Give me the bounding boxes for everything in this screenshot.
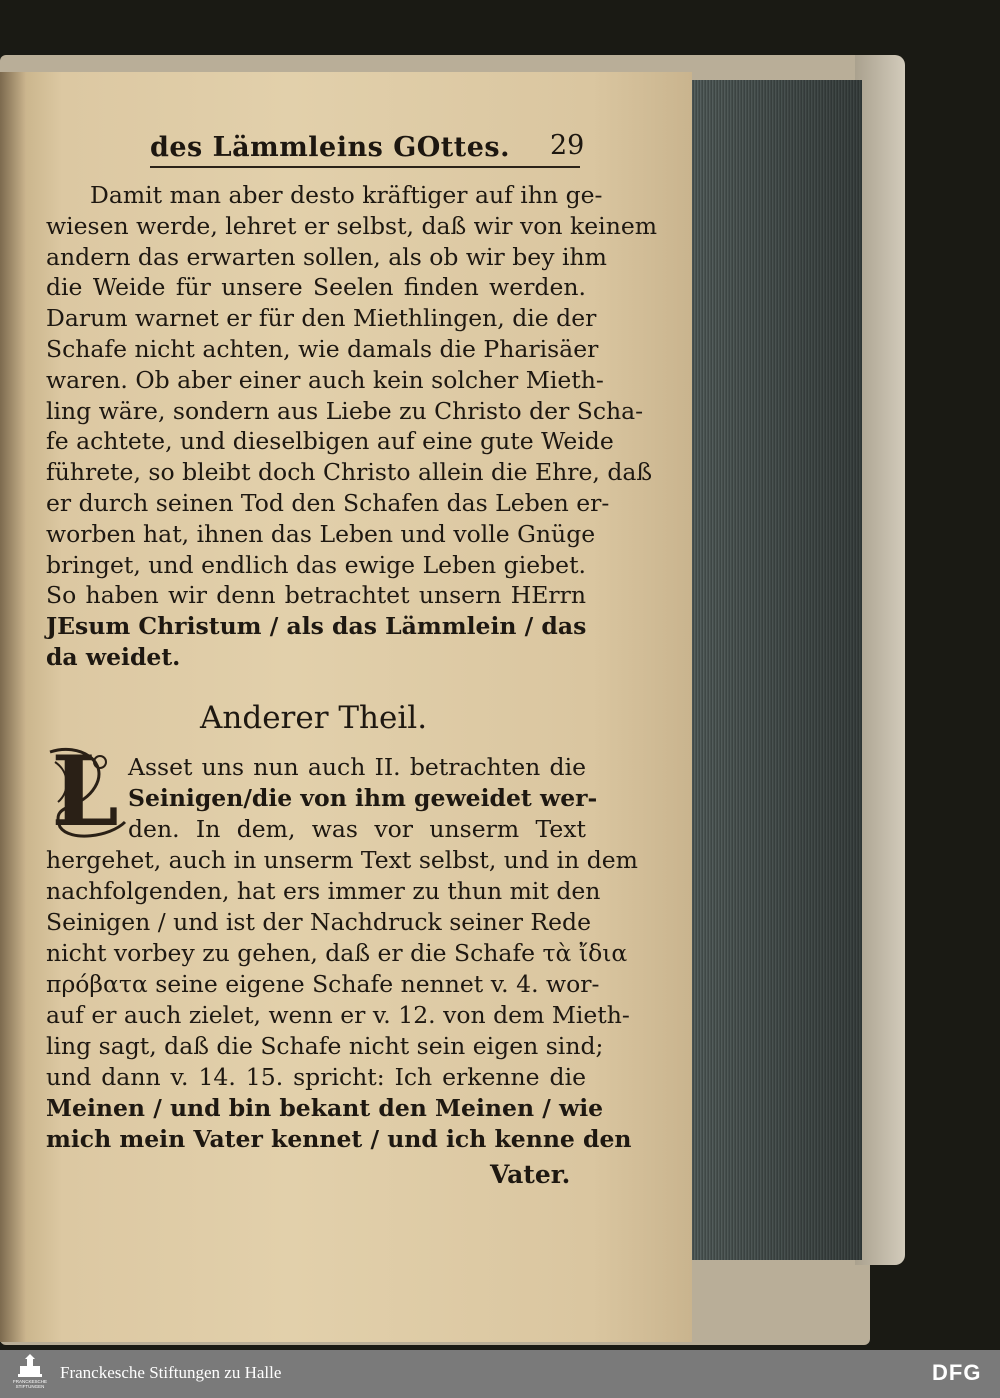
text-line: waren. Ob aber einer auch kein solcher Mieth- — [46, 365, 604, 394]
text-line: nachfolgenden, hat ers immer zu thun mit den — [46, 877, 601, 905]
paragraph-2 — [46, 752, 638, 1155]
text-line: auf er auch zielet, wenn er v. 12. von dem Mieth- — [46, 1001, 630, 1029]
gutter — [0, 72, 26, 1342]
text-line: fe achtete, und dieselbigen auf eine gute Weide — [46, 427, 614, 456]
text-line: andern das erwarten sollen, als ob wir bey ihm — [46, 242, 607, 271]
text-line: hergehet, auch in unserm Text selbst, und in dem — [46, 846, 638, 874]
running-head — [150, 130, 590, 170]
text-line: ling wäre, sondern aus Liebe zu Christo der Scha- — [46, 396, 644, 425]
text-line: da weidet. — [46, 642, 181, 671]
text-line: die Weide für unsere Seelen finden werden. — [46, 273, 586, 302]
building-icon — [8, 1354, 52, 1380]
text-line: JEsum Christum / als das Lämmlein / das — [46, 612, 587, 641]
paragraph-1 — [46, 180, 658, 673]
institution-logo[interactable] — [8, 1354, 52, 1394]
fore-edge-shadow — [682, 80, 862, 1260]
text-line: Seinigen/die von ihm geweidet wer- — [128, 784, 598, 812]
running-title: des Lämmleins GOttes. — [150, 132, 510, 163]
text-line: ling sagt, daß die Schafe nicht sein eigen sind; — [46, 1032, 604, 1060]
page-number: 29 — [550, 130, 585, 161]
text-line: nicht vorbey zu gehen, daß er die Schafe τὰ ἴδια — [46, 939, 628, 967]
book-cover-right-edge — [855, 55, 905, 1265]
text-line: und dann v. 14. 15. spricht: Ich erkenne die — [46, 1063, 586, 1091]
text-line: bringet, und endlich das ewige Leben giebet. — [46, 550, 586, 579]
footer-bar — [0, 1350, 1000, 1398]
dfg-logo[interactable]: DFG — [932, 1360, 982, 1385]
text-line: Seinigen / und ist der Nachdruck seiner Rede — [46, 908, 591, 936]
section-heading: Anderer Theil. — [200, 700, 428, 736]
catchword: Vater. — [490, 1160, 571, 1189]
head-rule — [150, 166, 580, 168]
text-line: mich mein Vater kennet / und ich kenne den — [46, 1125, 632, 1153]
text-line: Meinen / und bin bekant den Meinen / wie — [46, 1094, 604, 1122]
text-line: Schafe nicht achten, wie damals die Pharisäer — [46, 334, 599, 363]
text-line: wiesen werde, lehret er selbst, daß wir von keinem — [46, 211, 658, 240]
text-line: worben hat, ihnen das Leben und volle Gnüge — [46, 519, 596, 548]
text-line: er durch seinen Tod den Schafen das Leben er- — [46, 488, 610, 517]
text-line: Damit man aber desto kräftiger auf ihn ge- — [90, 181, 603, 209]
text-line: Asset uns nun auch II. betrachten die — [128, 753, 586, 781]
text-line: führete, so bleibt doch Christo allein die Ehre, daß — [46, 458, 653, 487]
decorated-initial: L — [51, 735, 119, 848]
text-line: So haben wir denn betrachtet unsern HErrn — [46, 581, 586, 610]
text-line: den. In dem, was vor unserm Text — [128, 815, 586, 843]
logo-label: FRANCKESCHE STIFTUNGEN — [12, 1379, 47, 1389]
footer-institution-name[interactable]: Franckesche Stiftungen zu Halle — [60, 1363, 282, 1382]
text-line: πρόβατα seine eigene Schafe nennet v. 4. wor- — [46, 970, 600, 998]
text-line: Darum warnet er für den Miethlingen, die der — [46, 304, 597, 333]
